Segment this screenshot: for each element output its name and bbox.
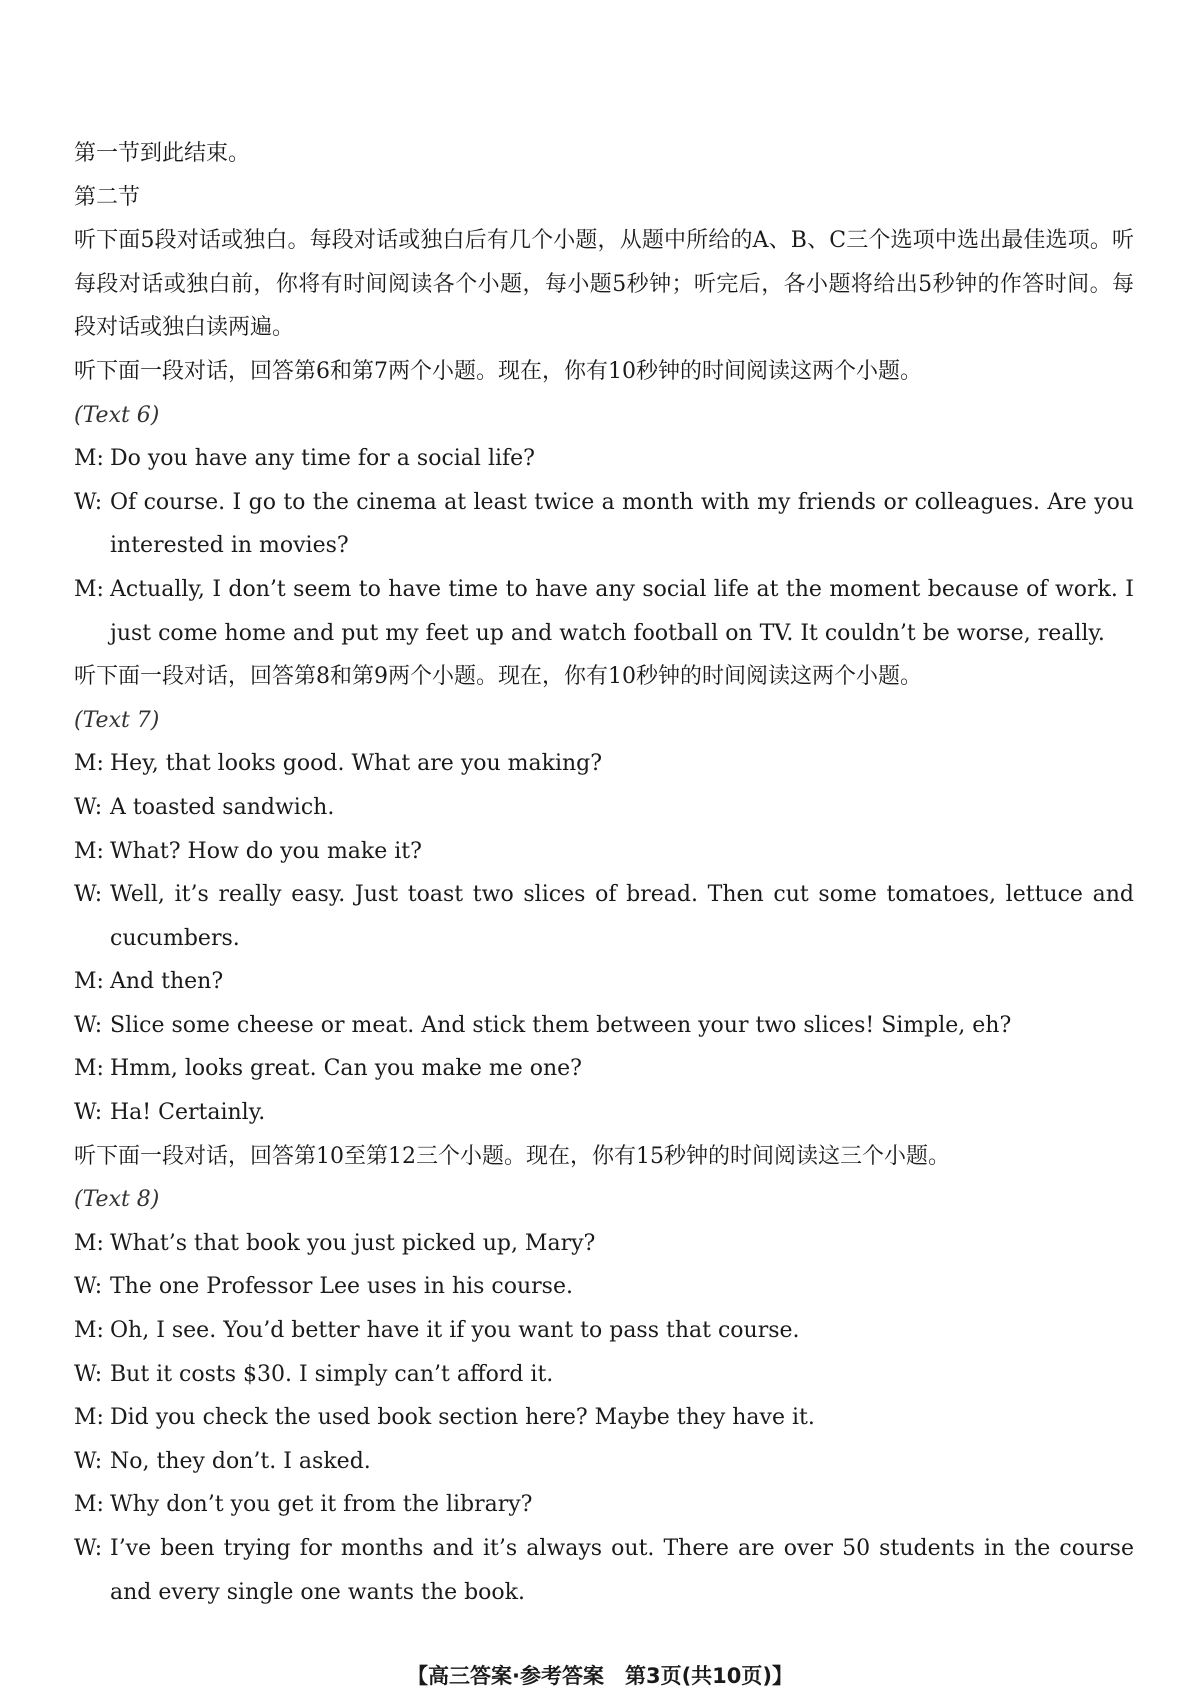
dialogue-line — [74, 1396, 1134, 1440]
speaker-label: M: — [74, 969, 104, 995]
speaker-label: M: — [74, 1230, 104, 1256]
dialogue-line — [74, 786, 1134, 830]
text-8-dialogue — [74, 1222, 1134, 1614]
speaker-label: W: — [74, 1100, 103, 1126]
speaker-label: M: — [74, 838, 104, 864]
dialogue-line — [74, 1483, 1134, 1527]
utterance: But it costs $30. I simply can’t afford it. — [110, 1361, 554, 1387]
document-page — [74, 132, 1134, 1614]
speaker-label: W: — [74, 882, 103, 908]
utterance: The one Professor Lee uses in his course. — [110, 1274, 573, 1300]
dialogue-line — [74, 960, 1134, 1004]
utterance: Well, it’s really easy. Just toast two slices of bread. Then cut some tomatoes, lettuce and cucumbers. — [110, 882, 1134, 951]
speaker-label: M: — [74, 751, 104, 777]
dialogue-line — [74, 1222, 1134, 1266]
speaker-label: M: — [74, 1318, 104, 1344]
utterance: What’s that book you just picked up, Mary? — [110, 1230, 596, 1256]
utterance: I’ve been trying for months and it’s always out. There are over 50 students in the course and every single one wants the book. — [110, 1536, 1134, 1605]
dialogue-line — [74, 742, 1134, 786]
utterance: Ha! Certainly. — [110, 1100, 266, 1126]
prompt-questions-6-7: 听下面一段对话，回答第6和第7两个小题。现在，你有10秒钟的时间阅读这两个小题。 — [74, 358, 922, 384]
dialogue-line — [74, 830, 1134, 874]
dialogue-line — [74, 1353, 1134, 1397]
dialogue-line — [74, 481, 1134, 568]
speaker-label: M: — [74, 446, 104, 472]
utterance: Hey, that looks good. What are you making? — [110, 751, 603, 777]
dialogue-line — [74, 873, 1134, 960]
speaker-label: M: — [74, 1405, 104, 1431]
speaker-label: W: — [74, 1536, 103, 1561]
speaker-label: M: — [74, 1492, 104, 1518]
dialogue-line — [74, 1265, 1134, 1309]
section-instructions: 听下面5段对话或独白。每段对话或独白后有几个小题，从题中所给的A、B、C三个选项中选出最佳选项。听每段对话或独白前，你将有时间阅读各个小题，每小题5秒钟；听完后，各小题将给出5秒钟的作答时间。每段对话或独白读两遍。 — [74, 228, 1134, 341]
speaker-label: W: — [74, 1361, 103, 1387]
utterance: Do you have any time for a social life? — [110, 446, 535, 472]
speaker-label: W: — [74, 1448, 103, 1474]
dialogue-line — [74, 1004, 1134, 1048]
utterance: Why don’t you get it from the library? — [110, 1492, 533, 1518]
section-title: 第二节 — [74, 184, 141, 210]
utterance: And then? — [110, 969, 224, 995]
dialogue-line — [74, 1527, 1134, 1614]
utterance: No, they don’t. I asked. — [110, 1448, 371, 1474]
utterance: Oh, I see. You’d better have it if you want to pass that course. — [110, 1318, 800, 1344]
utterance: A toasted sandwich. — [110, 794, 335, 820]
prompt-questions-10-12: 听下面一段对话，回答第10至第12三个小题。现在，你有15秒钟的时间阅读这三个小题。 — [74, 1143, 950, 1169]
prompt-questions-8-9: 听下面一段对话，回答第8和第9两个小题。现在，你有10秒钟的时间阅读这两个小题。 — [74, 664, 922, 690]
utterance: What? How do you make it? — [110, 838, 422, 864]
dialogue-line — [74, 1440, 1134, 1484]
speaker-label: W: — [74, 1274, 103, 1300]
utterance: Slice some cheese or meat. And stick them between your two slices! Simple, eh? — [110, 1012, 1012, 1038]
text-6-label: (Text 6) — [74, 402, 160, 428]
page-footer: 【高三答案·参考答案 第3页(共10页)】 — [406, 1664, 793, 1688]
text-7-label: (Text 7) — [74, 707, 160, 733]
utterance: Actually, I don’t seem to have time to have any social life at the moment because of work. I just come home and put my feet up and watch football on TV. It couldn’t be worse, really. — [110, 576, 1134, 646]
utterance: Did you check the used book section here? Maybe they have it. — [110, 1405, 815, 1431]
text-8-label: (Text 8) — [74, 1187, 160, 1213]
text-6-dialogue — [74, 437, 1134, 655]
dialogue-line — [74, 1091, 1134, 1135]
utterance: Of course. I go to the cinema at least twice a month with my friends or colleagues. Are you interested in movies? — [110, 489, 1134, 559]
dialogue-line — [74, 437, 1134, 481]
speaker-label: M: — [74, 1056, 104, 1082]
speaker-label: M: — [74, 576, 104, 602]
dialogue-line — [74, 1047, 1134, 1091]
section-end-note: 第一节到此结束。 — [74, 141, 251, 166]
dialogue-line — [74, 568, 1134, 655]
speaker-label: W: — [74, 794, 103, 820]
text-7-dialogue — [74, 742, 1134, 1134]
speaker-label: W: — [74, 1012, 103, 1038]
speaker-label: W: — [74, 489, 103, 515]
dialogue-line — [74, 1309, 1134, 1353]
utterance: Hmm, looks great. Can you make me one? — [110, 1056, 582, 1082]
